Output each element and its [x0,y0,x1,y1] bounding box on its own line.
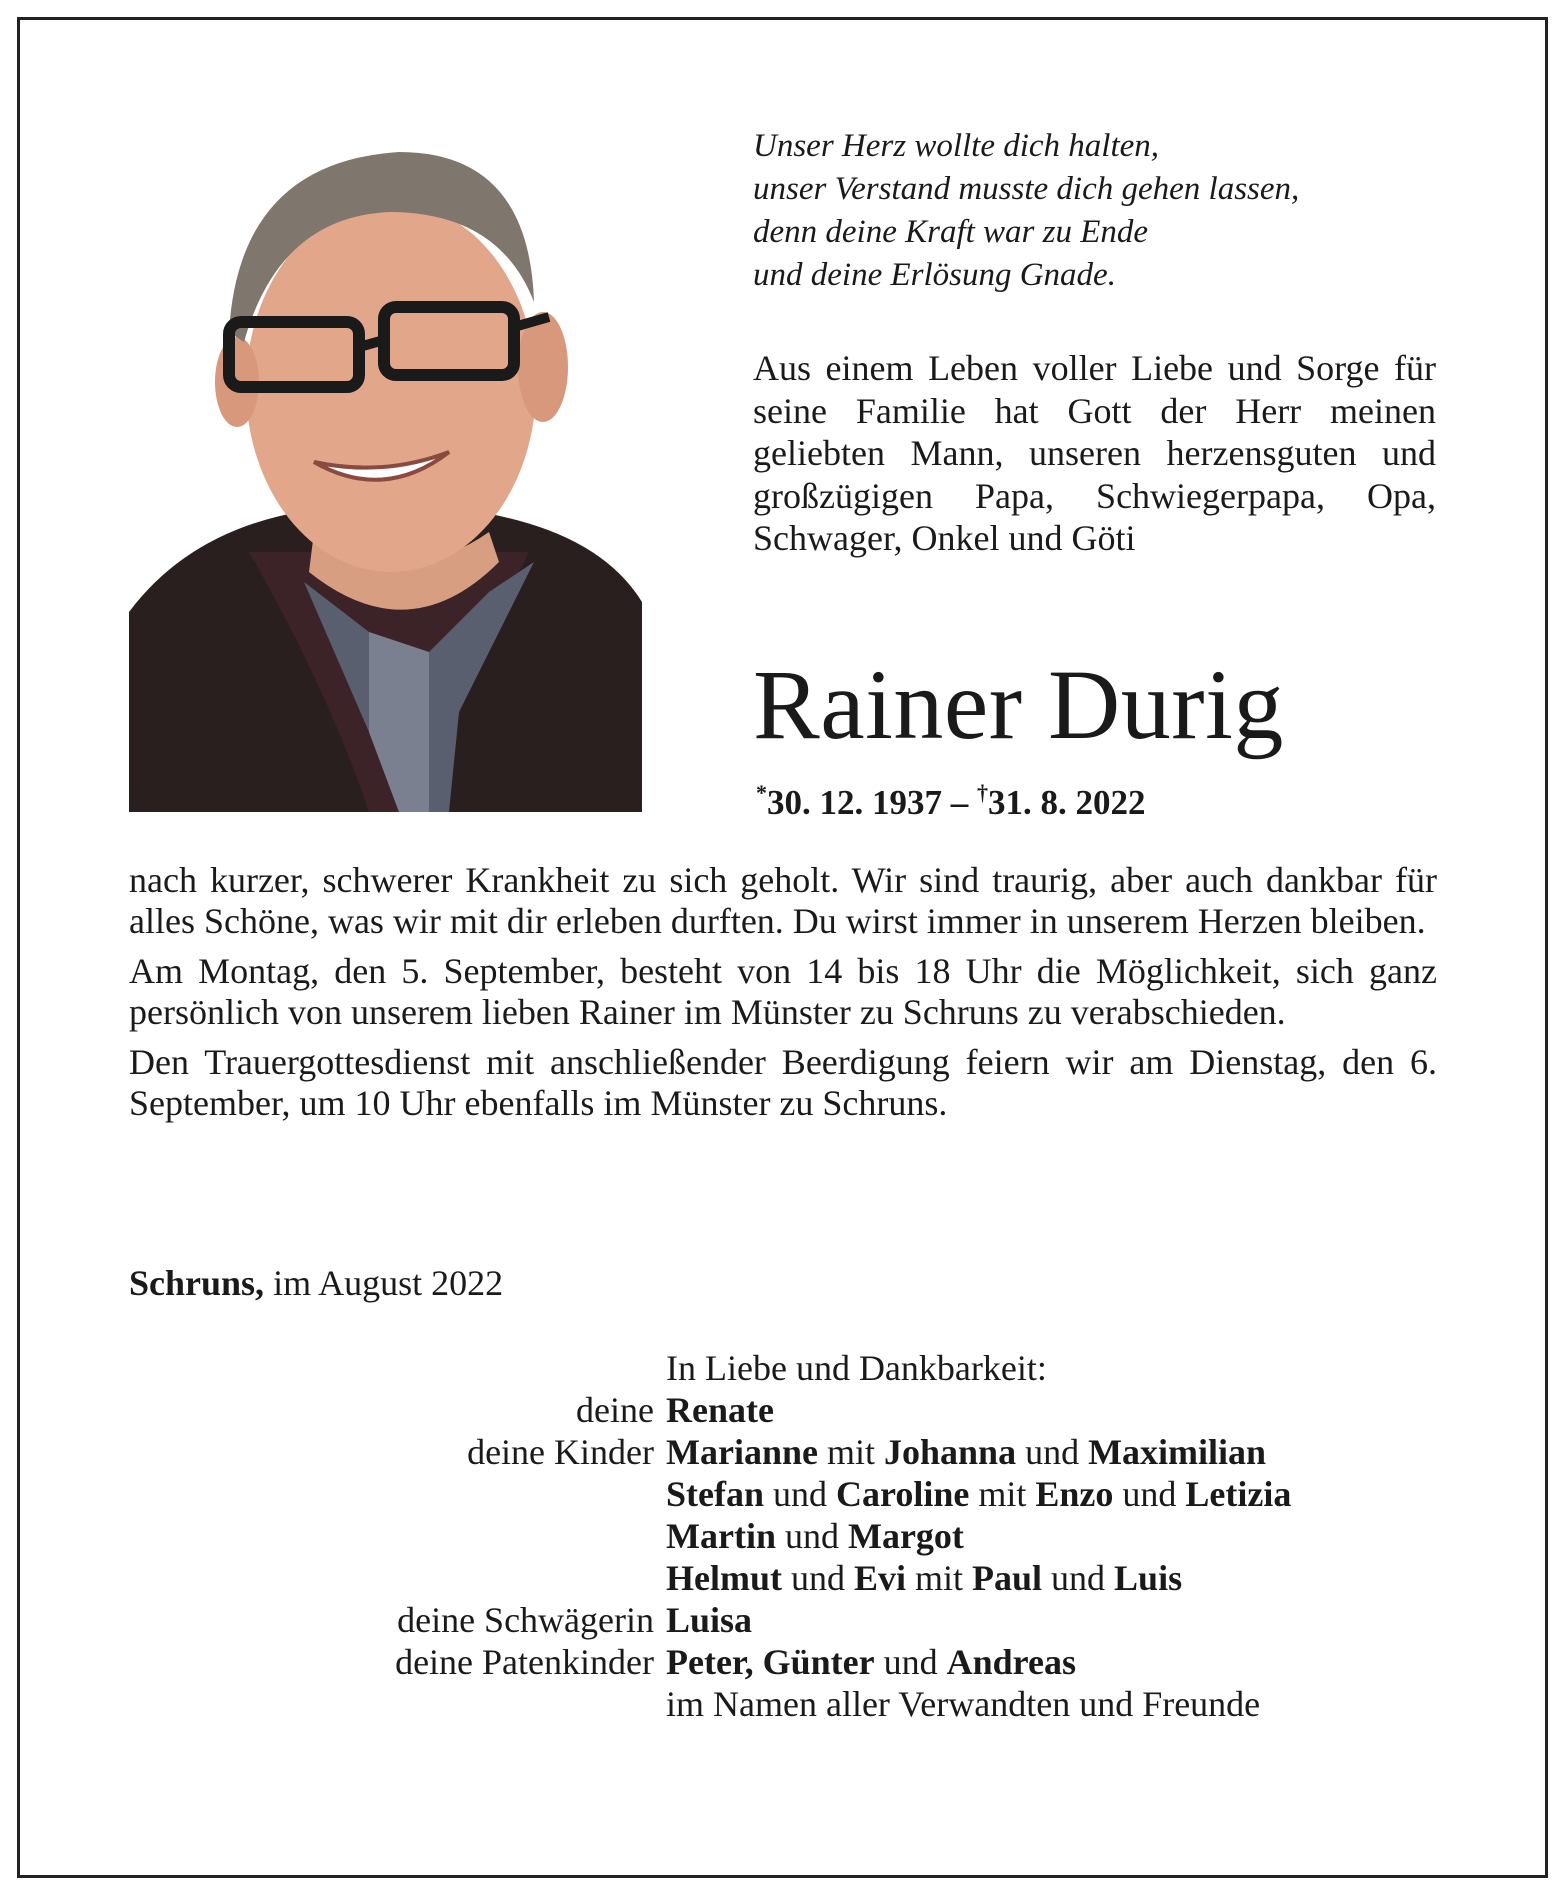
intro-text: Aus einem Leben voller Liebe und Sorge für seine Familie hat Gott der Herr meinen geliebten Mann, unseren herzensguten und großzügigen Papa, Schwiegerpapa, Opa, Schwager, Onkel und Göti [753,348,1436,558]
portrait-photo [129,132,642,812]
place-town: Schruns, [129,1263,265,1303]
mourners-list [129,1347,1449,1725]
mourner-relation: deine [576,1390,654,1430]
mourner-name: Letizia [1185,1474,1292,1514]
poem-line: unser Verstand musste dich gehen lassen, [753,171,1300,207]
mourner-name: Paul [972,1558,1043,1598]
mourner-row [129,1431,1449,1473]
mourner-row [129,1641,1449,1683]
mourner-names [666,1599,752,1641]
mourner-relation: deine Schwägerin [397,1600,654,1640]
mourner-relation [129,1515,666,1557]
mourner-row [129,1515,1449,1557]
place-date-text: im August 2022 [264,1263,504,1303]
date-separator: – [942,783,977,822]
mourner-row [129,1599,1449,1641]
mourner-names [666,1431,1266,1473]
mourner-connector: im Namen aller Verwandten und Freunde [666,1684,1261,1724]
mourner-name: Evi [853,1558,906,1598]
mourner-names [666,1641,1076,1683]
mourner-connector: und [775,1516,848,1556]
mourner-name: Martin [666,1516,776,1556]
poem-line: denn deine Kraft war zu Ende [753,214,1149,250]
death-symbol: † [977,780,988,805]
poem-line: und deine Erlösung Gnade. [753,257,1116,293]
body-paragraph: nach kurzer, schwerer Krankheit zu sich geholt. Wir sind traurig, aber auch dankbar für alles Schöne, was wir mit dir erleben durften. Du wirst immer in unserem Herzen bleiben. [129,860,1437,941]
mourner-row [129,1389,1449,1431]
place-date [129,1262,503,1304]
notice-body [129,860,1437,1133]
mourner-connector: mit [906,1558,973,1598]
mourner-names [666,1389,774,1431]
mourner-connector: und [1016,1432,1089,1472]
mourner-names [666,1515,964,1557]
mourner-relation [129,1473,666,1515]
mourners-heading: In Liebe und Dankbarkeit: [666,1348,1047,1388]
mourner-name: Maximilian [1088,1432,1267,1472]
mourner-name: Caroline [836,1474,970,1514]
deceased-name: Rainer Durig [753,649,1284,760]
poem [753,125,1453,297]
mourner-row [129,1557,1449,1599]
birth-symbol: * [756,780,767,805]
mourner-name: Renate [666,1390,774,1430]
mourner-names [666,1557,1182,1599]
body-paragraph: Am Montag, den 5. September, besteht von 14 bis 18 Uhr die Möglichkeit, sich ganz persönlich von unserem lieben Rainer im Münster zu Schruns zu verabschieden. [129,951,1437,1032]
mourner-names [666,1683,1260,1725]
mourner-relation: deine Patenkinder [395,1642,654,1682]
mourner-name: Luis [1114,1558,1183,1598]
body-paragraph: Den Trauergottesdienst mit anschließender Beerdigung feiern wir am Dienstag, den 6. September, um 10 Uhr ebenfalls im Münster zu Schruns. [129,1042,1437,1123]
mourner-connector: und [781,1558,854,1598]
mourner-connector: mit [969,1474,1036,1514]
mourner-name: Peter, Günter [666,1642,875,1682]
poem-line: Unser Herz wollte dich halten, [753,128,1160,164]
mourner-connector: und [764,1474,836,1514]
mourner-name: Andreas [946,1642,1076,1682]
life-dates [756,780,1146,823]
mourner-name: Margot [847,1516,964,1556]
mourner-relation [129,1683,666,1725]
death-date: 31. 8. 2022 [988,783,1146,822]
mourner-name: Marianne [666,1432,818,1472]
mourner-name: Enzo [1035,1474,1114,1514]
mourners-heading-row [129,1347,1449,1389]
mourner-connector: und [874,1642,947,1682]
mourner-name: Luisa [666,1600,753,1640]
mourner-names [666,1473,1291,1515]
mourner-connector: und [1113,1474,1186,1514]
mourner-row [129,1473,1449,1515]
mourner-name: Stefan [666,1474,764,1514]
mourner-connector: und [1042,1558,1115,1598]
mourner-row [129,1683,1449,1725]
mourner-relation [129,1557,666,1599]
birth-date: 30. 12. 1937 [767,783,942,822]
mourner-name: Helmut [666,1558,782,1598]
mourner-relation: deine Kinder [467,1432,654,1472]
mourner-name: Johanna [884,1432,1017,1472]
mourner-connector: mit [817,1432,884,1472]
